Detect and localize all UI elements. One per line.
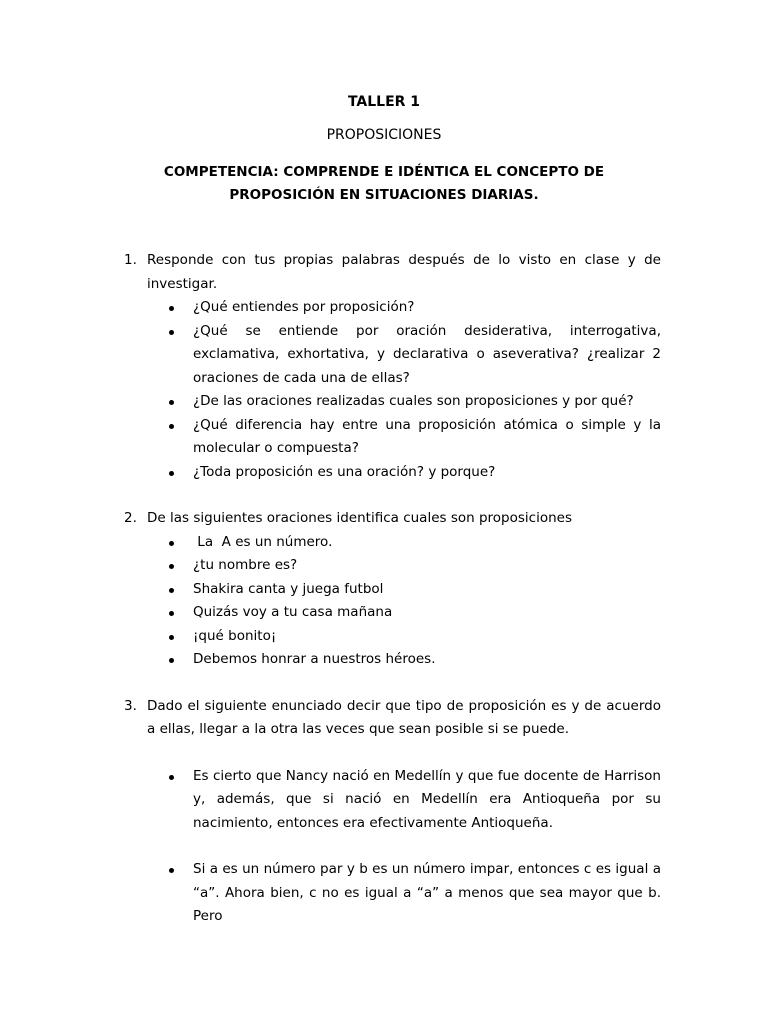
question-text: De las siguientes oraciones identifica cuales son proposiciones bbox=[147, 510, 572, 526]
bullet-icon bbox=[169, 658, 174, 663]
bullet-icon bbox=[169, 330, 174, 335]
page-title: TALLER 1 bbox=[347, 94, 421, 110]
bullet-icon bbox=[169, 541, 174, 546]
list-item bbox=[147, 601, 661, 625]
list-item-text: Shakira canta y juega futbol bbox=[193, 580, 384, 597]
question-number: 2. bbox=[124, 510, 137, 526]
list-item-text: ¡qué bonito¡ bbox=[193, 627, 277, 644]
list-item bbox=[147, 296, 661, 320]
list-item-text: La A es un número. bbox=[193, 533, 333, 550]
list-item bbox=[147, 858, 661, 929]
list-item-text: ¿tu nombre es? bbox=[193, 557, 298, 573]
list-item bbox=[147, 320, 661, 391]
list-item-text: ¿Qué diferencia hay entre una proposición atómica o simple y la molecular o compuesta? bbox=[193, 416, 661, 456]
list-item-text: ¿Qué se entiende por oración desiderativa, interrogativa, exclamativa, exhortativa, y declarativa o aseverativa? ¿realizar 2 oraciones de cada una de ellas? bbox=[193, 322, 661, 386]
question-list bbox=[0, 249, 768, 929]
bullet-icon bbox=[169, 564, 174, 569]
competencia-heading bbox=[130, 161, 638, 207]
list-item-text: Si a es un número par y b es un número impar, entonces c es igual a “a”. Ahora bien, c no es igual a “a” a menos que sea mayor que b. Pero bbox=[193, 861, 661, 924]
list-item-text: ¿De las oraciones realizadas cuales son proposiciones y por qué? bbox=[193, 393, 634, 409]
list-item bbox=[147, 461, 661, 485]
bullet-list bbox=[147, 531, 661, 672]
page-subtitle: PROPOSICIONES bbox=[326, 127, 442, 143]
list-item bbox=[147, 625, 661, 649]
bullet-list bbox=[147, 765, 661, 929]
bullet-icon bbox=[169, 306, 174, 311]
list-item-text: Es cierto que Nancy nació en Medellín y que fue docente de Harrison y, además, que si nació en Medellín era Antioqueña por su nacimiento, entonces era efectivamente Antioqueña. bbox=[193, 767, 661, 831]
list-item bbox=[147, 531, 661, 555]
bullet-icon bbox=[169, 611, 174, 616]
question-text: Responde con tus propias palabras después de lo visto en clase y de investigar. bbox=[147, 252, 661, 292]
question-number: 1. bbox=[124, 252, 137, 268]
list-item-text: Quizás voy a tu casa mañana bbox=[193, 604, 393, 620]
bullet-icon bbox=[169, 424, 174, 429]
question-3 bbox=[0, 695, 661, 929]
list-item bbox=[147, 578, 661, 602]
bullet-icon bbox=[169, 400, 174, 405]
bullet-icon bbox=[169, 635, 174, 640]
question-text: Dado el siguiente enunciado decir que tipo de proposición es y de acuerdo a ellas, llegar a la otra las veces que sean posible si se puede. bbox=[147, 697, 661, 737]
list-item bbox=[147, 648, 661, 672]
question-number: 3. bbox=[124, 697, 137, 714]
list-item-text: ¿Qué entiendes por proposición? bbox=[193, 299, 415, 315]
list-item-text: ¿Toda proposición es una oración? y porque? bbox=[193, 463, 496, 480]
list-item bbox=[147, 390, 661, 414]
list-item bbox=[147, 765, 661, 836]
list-item bbox=[147, 554, 661, 578]
bullet-icon bbox=[169, 471, 174, 476]
question-1 bbox=[0, 249, 661, 484]
bullet-list bbox=[147, 296, 661, 484]
bullet-icon bbox=[169, 588, 174, 593]
competencia-line-1: COMPETENCIA: COMPRENDE E IDÉNTICA EL CONCEPTO DE bbox=[163, 164, 605, 180]
list-item bbox=[147, 414, 661, 461]
competencia-line-2: PROPOSICIÓN EN SITUACIONES DIARIAS. bbox=[229, 187, 539, 203]
list-item-text: Debemos honrar a nuestros héroes. bbox=[193, 651, 436, 667]
bullet-icon bbox=[169, 868, 174, 873]
bullet-icon bbox=[169, 775, 174, 780]
question-2 bbox=[0, 507, 661, 672]
